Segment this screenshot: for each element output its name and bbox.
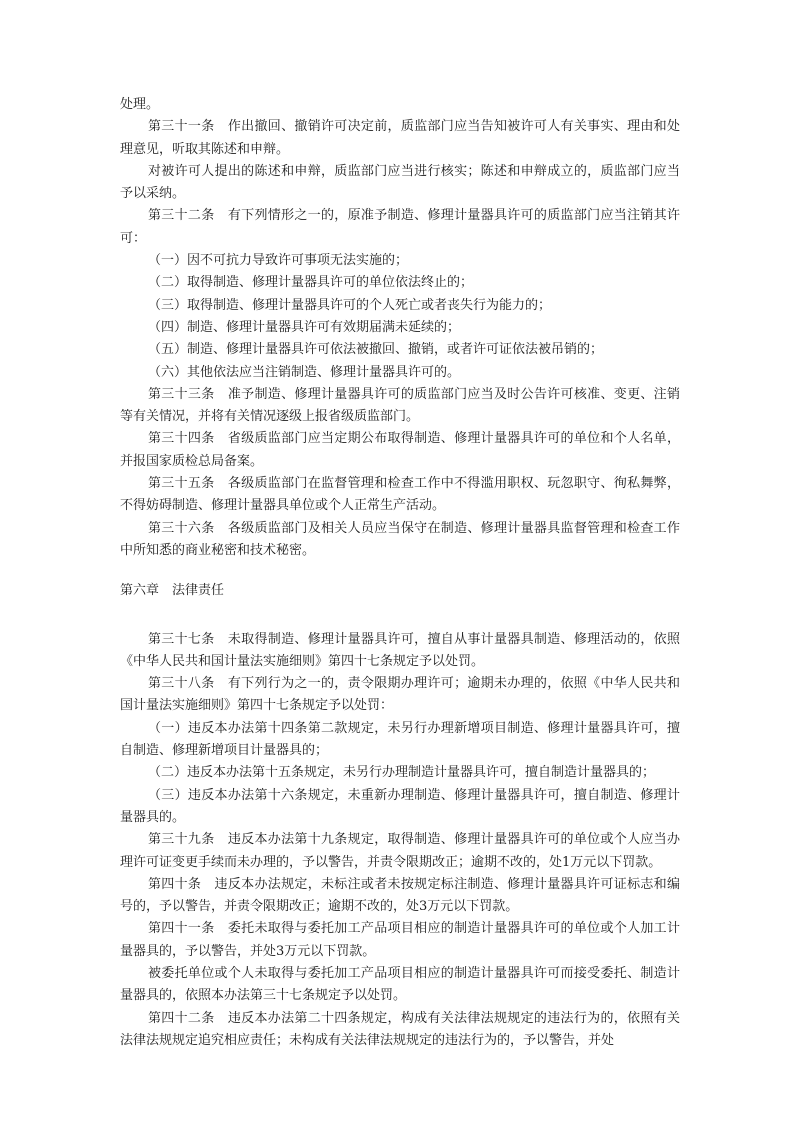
article-41: 第四十一条 委托未取得与委托加工产品项目相应的制造计量器具许可的单位或个人加工计量器具的，予以警告，并处3万元以下罚款。	[120, 921, 680, 959]
article-33: 第三十三条 准予制造、修理计量器具许可的质监部门应当及时公告许可核准、变更、注销等有关情况，并将有关情况逐级上报省级质监部门。	[120, 386, 680, 425]
list-item: （一）违反本办法第十四条第二款规定，未另行办理新增项目制造、修理计量器具许可，擅自制造、修理新增项目计量器具的；	[120, 720, 680, 759]
list-item: （一）因不可抗力导致许可事项无法实施的；	[148, 253, 409, 269]
paragraph: 被委托单位或个人未取得与委托加工产品项目相应的制造计量器具许可而接受委托、制造计量器具的，依照本办法第三十七条规定予以处罚。	[120, 965, 680, 1004]
article-31: 第三十一条 作出撤回、撤销许可决定前，质监部门应当告知被许可人有关事实、理由和处理意见，听取其陈述和申辩。	[120, 119, 680, 157]
article-40: 第四十条 违反本办法规定，未标注或者未按规定标注制造、修理计量器具许可证标志和编号的，予以警告，并责令限期改正；逾期不改的，处3万元以下罚款。	[120, 876, 680, 915]
article-35: 第三十五条 各级质监部门在监督管理和检查工作中不得滥用职权、玩忽职守、徇私舞弊，不得妨碍制造、修理计量器具单位或个人正常生产活动。	[120, 476, 680, 514]
list-item: （四）制造、修理计量器具许可有效期届满未延续的；	[148, 319, 461, 335]
document-page	[120, 94, 680, 1052]
list-item: （三）违反本办法第十六条规定，未重新办理制造、修理计量器具许可，擅自制造、修理计量器具的。	[120, 787, 680, 825]
article-37: 第三十七条 未取得制造、修理计量器具许可，擅自从事计量器具制造、修理活动的，依照《中华人民共和国计量法实施细则》第四十七条规定予以处罚。	[120, 631, 680, 669]
list-item: （二）取得制造、修理计量器具许可的单位依法终止的；	[148, 275, 474, 291]
paragraph: 对被许可人提出的陈述和申辩，质监部门应当进行核实；陈述和申辩成立的，质监部门应当予以采纳。	[120, 163, 680, 202]
list-item: （二）违反本办法第十五条规定，未另行办理制造计量器具许可，擅自制造计量器具的；	[148, 765, 656, 781]
list-item: （五）制造、修理计量器具许可依法被撤回、撤销，或者许可证依法被吊销的；	[148, 342, 604, 358]
list-item: （三）取得制造、修理计量器具许可的个人死亡或者丧失行为能力的；	[148, 297, 552, 313]
article-34: 第三十四条 省级质监部门应当定期公布取得制造、修理计量器具许可的单位和个人名单，并报国家质检总局备案。	[120, 431, 680, 469]
article-32: 第三十二条 有下列情形之一的，原准予制造、修理计量器具许可的质监部门应当注销其许可：	[120, 208, 680, 246]
paragraph: 处理。	[120, 97, 160, 112]
list-item: （六）其他依法应当注销制造、修理计量器具许可的。	[148, 364, 461, 380]
article-38: 第三十八条 有下列行为之一的，责令限期办理许可；逾期未办理的，依照《中华人民共和国计量法实施细则》第四十七条规定予以处罚：	[120, 676, 680, 714]
article-36: 第三十六条 各级质监部门及相关人员应当保守在制造、修理计量器具监督管理和检查工作中所知悉的商业秘密和技术秘密。	[120, 520, 680, 558]
chapter-heading: 第六章 法律责任	[120, 583, 225, 599]
article-39: 第三十九条 违反本办法第十九条规定，取得制造、修理计量器具许可的单位或个人应当办理许可证变更手续而未办理的，予以警告，并责令限期改正；逾期不改的，处1万元以下罚款。	[120, 832, 680, 870]
article-42: 第四十二条 违反本办法第二十四条规定，构成有关法律法规规定的违法行为的，依照有关法律法规规定追究相应责任；未构成有关法律法规规定的违法行为的，予以警告，并处	[120, 1010, 680, 1048]
